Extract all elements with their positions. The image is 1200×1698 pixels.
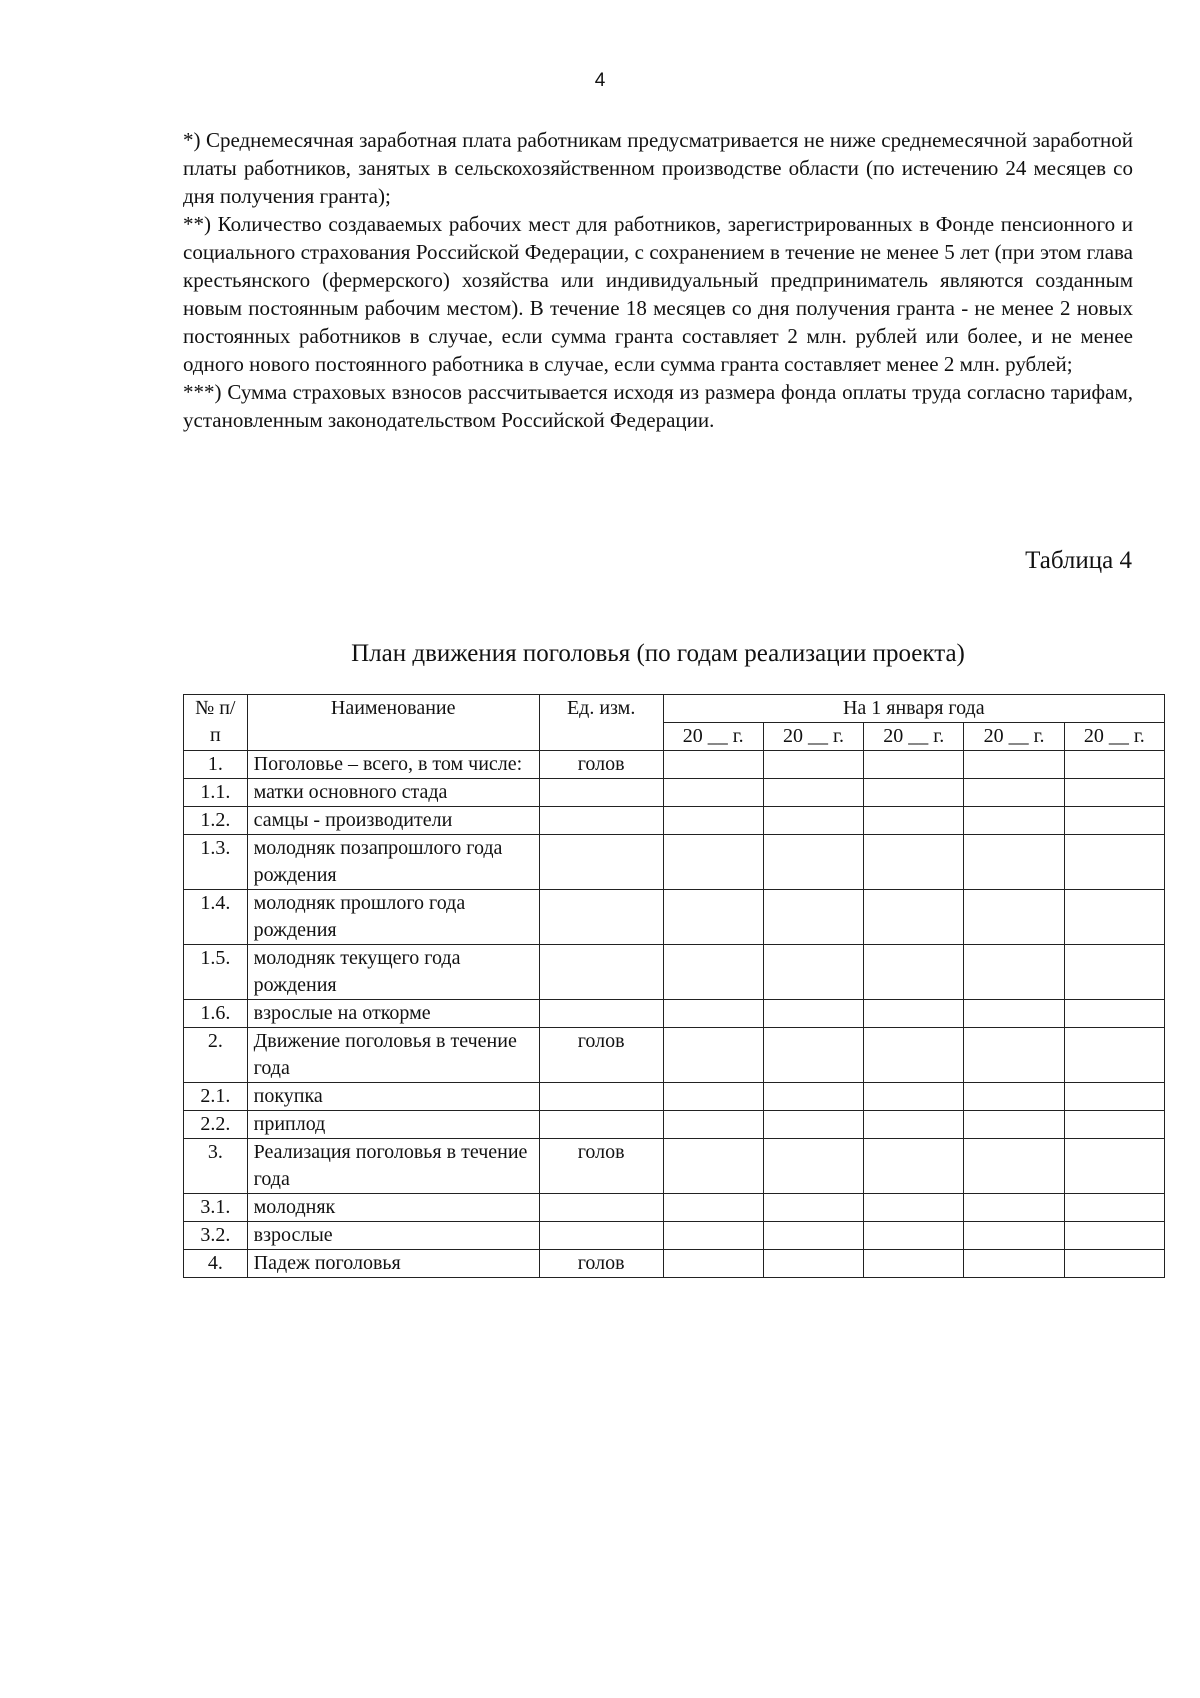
value-cell [1064, 945, 1164, 1000]
value-cell [964, 807, 1064, 835]
value-cell [1064, 751, 1164, 779]
header-row-1 [184, 695, 1165, 723]
row-num: 1.6. [184, 1000, 248, 1028]
row-num: 2. [184, 1028, 248, 1083]
table-row [184, 779, 1165, 807]
row-name: молодняк позапрошлого года рождения [247, 835, 539, 890]
value-cell [663, 945, 763, 1000]
value-cell [1064, 890, 1164, 945]
table-body [184, 751, 1165, 1278]
value-cell [964, 835, 1064, 890]
value-cell [864, 1111, 964, 1139]
value-cell [763, 835, 863, 890]
value-cell [763, 1028, 863, 1083]
value-cell [964, 1028, 1064, 1083]
value-cell [663, 779, 763, 807]
table-row [184, 751, 1165, 779]
value-cell [864, 1083, 964, 1111]
row-name: приплод [247, 1111, 539, 1139]
footnote-1: *) Среднемесячная заработная плата работникам предусматривается не ниже среднемесячной заработной платы работников, занятых в сельскохозяйственном производстве области (по истечению 24 месяцев со дня получения гранта); [183, 128, 1133, 208]
value-cell [1064, 1250, 1164, 1278]
value-cell [663, 1111, 763, 1139]
header-num: № п/п [184, 695, 248, 751]
row-name: Поголовье – всего, в том числе: [247, 751, 539, 779]
row-unit [539, 1222, 663, 1250]
value-cell [663, 1083, 763, 1111]
row-num: 2.2. [184, 1111, 248, 1139]
value-cell [864, 1028, 964, 1083]
value-cell [964, 779, 1064, 807]
header-name: Наименование [247, 695, 539, 751]
row-unit [539, 835, 663, 890]
table-label: Таблица 4 [1025, 547, 1132, 574]
value-cell [864, 945, 964, 1000]
header-year-5: 20 __ г. [1064, 723, 1164, 751]
table-row [184, 1083, 1165, 1111]
table-row [184, 1000, 1165, 1028]
table-row [184, 835, 1165, 890]
value-cell [964, 1222, 1064, 1250]
value-cell [864, 1250, 964, 1278]
value-cell [763, 779, 863, 807]
value-cell [1064, 779, 1164, 807]
row-name: матки основного стада [247, 779, 539, 807]
row-unit: голов [539, 1028, 663, 1083]
table-row [184, 1028, 1165, 1083]
header-year-3: 20 __ г. [864, 723, 964, 751]
value-cell [663, 1028, 763, 1083]
value-cell [864, 1194, 964, 1222]
row-num: 4. [184, 1250, 248, 1278]
value-cell [1064, 1000, 1164, 1028]
value-cell [763, 1250, 863, 1278]
row-name: молодняк текущего года рождения [247, 945, 539, 1000]
row-num: 2.1. [184, 1083, 248, 1111]
value-cell [1064, 1194, 1164, 1222]
row-num: 1.4. [184, 890, 248, 945]
row-unit [539, 945, 663, 1000]
value-cell [1064, 1028, 1164, 1083]
value-cell [763, 1139, 863, 1194]
value-cell [763, 1111, 863, 1139]
value-cell [663, 751, 763, 779]
value-cell [763, 1083, 863, 1111]
value-cell [1064, 835, 1164, 890]
row-unit: голов [539, 1250, 663, 1278]
row-num: 1.2. [184, 807, 248, 835]
row-num: 3.2. [184, 1222, 248, 1250]
header-year-1: 20 __ г. [663, 723, 763, 751]
page-number: 4 [594, 70, 606, 91]
value-cell [1064, 1139, 1164, 1194]
table-row [184, 1194, 1165, 1222]
row-name: покупка [247, 1083, 539, 1111]
livestock-plan-table [183, 694, 1165, 1278]
row-unit [539, 1083, 663, 1111]
value-cell [1064, 1222, 1164, 1250]
value-cell [864, 1000, 964, 1028]
value-cell [663, 890, 763, 945]
row-name: Реализация поголовья в течение года [247, 1139, 539, 1194]
row-num: 1.1. [184, 779, 248, 807]
value-cell [663, 807, 763, 835]
value-cell [663, 1222, 763, 1250]
value-cell [864, 835, 964, 890]
header-year-4: 20 __ г. [964, 723, 1064, 751]
footnotes [183, 126, 1133, 434]
value-cell [964, 1111, 1064, 1139]
value-cell [1064, 1083, 1164, 1111]
row-num: 1.3. [184, 835, 248, 890]
row-num: 1.5. [184, 945, 248, 1000]
value-cell [964, 1139, 1064, 1194]
row-unit [539, 890, 663, 945]
value-cell [964, 1083, 1064, 1111]
value-cell [663, 835, 763, 890]
row-num: 1. [184, 751, 248, 779]
header-year-2: 20 __ г. [763, 723, 863, 751]
value-cell [763, 1222, 863, 1250]
row-name: молодняк [247, 1194, 539, 1222]
value-cell [763, 945, 863, 1000]
footnote-3: ***) Сумма страховых взносов рассчитывается исходя из размера фонда оплаты труда согласно тарифам, установленным законодательством Российской Федерации. [183, 380, 1133, 432]
value-cell [864, 890, 964, 945]
footnote-2: **) Количество создаваемых рабочих мест для работников, зарегистрированных в Фонде пенсионного и социального страхования Российской Федерации, с сохранением в течение не менее 5 лет (при этом глава крестьянского (фермерского) хозяйства или индивидуальный предприниматель являются созданным новым постоянным рабочим местом). В течение 18 месяцев со дня получения гранта - не менее 2 новых постоянных работников в случае, если сумма гранта составляет 2 млн. рублей или более, и не менее одного нового постоянного работника в случае, если сумма гранта составляет менее 2 млн. рублей; [183, 212, 1133, 376]
value-cell [763, 1194, 863, 1222]
value-cell [763, 807, 863, 835]
table-row [184, 1250, 1165, 1278]
value-cell [864, 1222, 964, 1250]
row-unit [539, 1194, 663, 1222]
value-cell [1064, 807, 1164, 835]
table-row [184, 1111, 1165, 1139]
table-row [184, 1139, 1165, 1194]
value-cell [964, 751, 1064, 779]
value-cell [663, 1139, 763, 1194]
value-cell [763, 751, 863, 779]
row-unit [539, 1111, 663, 1139]
row-name: Падеж поголовья [247, 1250, 539, 1278]
value-cell [663, 1000, 763, 1028]
value-cell [663, 1194, 763, 1222]
row-unit [539, 1000, 663, 1028]
row-num: 3. [184, 1139, 248, 1194]
table-row [184, 1222, 1165, 1250]
value-cell [763, 890, 863, 945]
row-unit [539, 779, 663, 807]
row-name: самцы - производители [247, 807, 539, 835]
table-row [184, 890, 1165, 945]
value-cell [763, 1000, 863, 1028]
row-name: молодняк прошлого года рождения [247, 890, 539, 945]
value-cell [964, 1194, 1064, 1222]
value-cell [964, 890, 1064, 945]
table-title: План движения поголовья (по годам реализации проекта) [351, 640, 965, 667]
table-row [184, 807, 1165, 835]
row-unit: голов [539, 1139, 663, 1194]
value-cell [864, 1139, 964, 1194]
value-cell [864, 751, 964, 779]
table-row [184, 945, 1165, 1000]
row-name: Движение поголовья в течение года [247, 1028, 539, 1083]
row-name: взрослые [247, 1222, 539, 1250]
value-cell [864, 779, 964, 807]
row-name: взрослые на откорме [247, 1000, 539, 1028]
row-unit [539, 807, 663, 835]
header-date-group: На 1 января года [663, 695, 1164, 723]
value-cell [964, 1000, 1064, 1028]
header-unit: Ед. изм. [539, 695, 663, 751]
row-unit: голов [539, 751, 663, 779]
value-cell [663, 1250, 763, 1278]
value-cell [964, 945, 1064, 1000]
value-cell [1064, 1111, 1164, 1139]
value-cell [864, 807, 964, 835]
row-num: 3.1. [184, 1194, 248, 1222]
value-cell [964, 1250, 1064, 1278]
